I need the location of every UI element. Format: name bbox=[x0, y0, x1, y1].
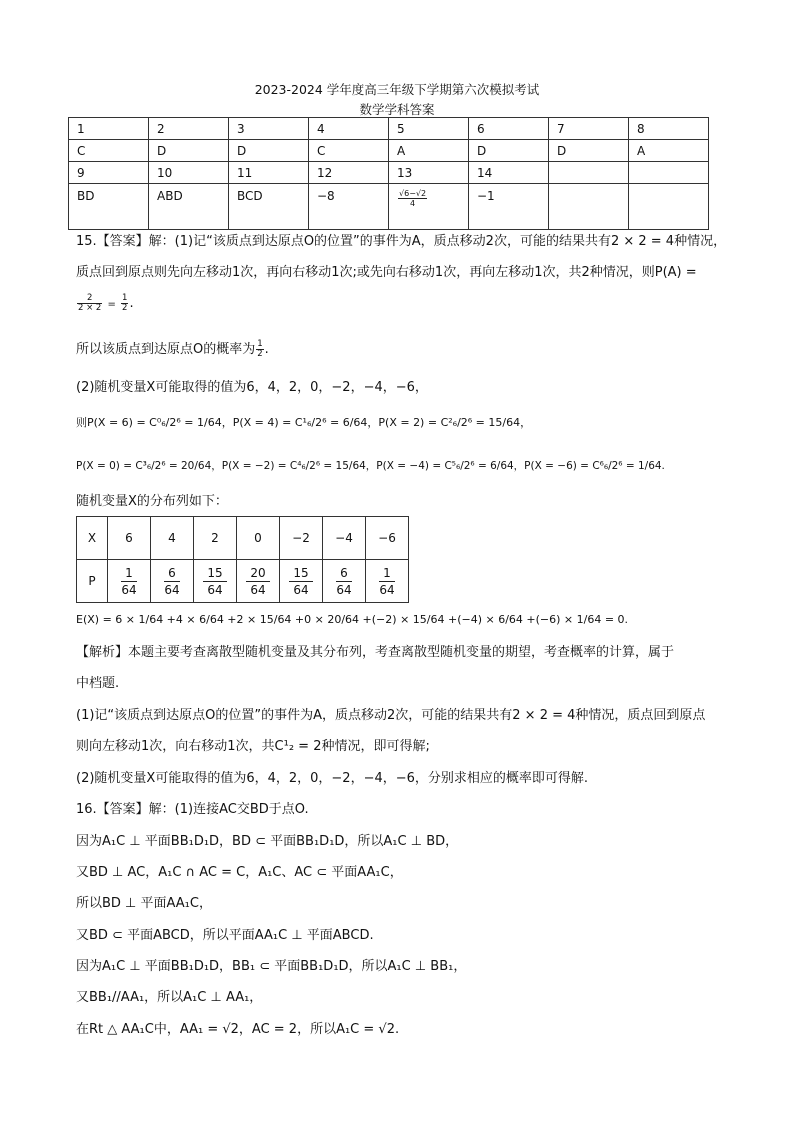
answer-table bbox=[68, 117, 709, 230]
document-title: 2023-2024 学年度高三年级下学期第六次模拟考试 bbox=[254, 82, 540, 97]
table-cell: 12 bbox=[309, 162, 389, 184]
period: . bbox=[129, 296, 134, 311]
fraction-denominator: 2 × 2 bbox=[78, 303, 102, 313]
p-denominator: 64 bbox=[121, 582, 137, 597]
table-cell-q13 bbox=[389, 184, 469, 230]
q15-line-4 bbox=[76, 340, 269, 360]
q16-line-6: 因为A₁C ⊥ 平面BB₁D₁D，BB₁ ⊂ 平面BB₁D₁D，所以A₁C ⊥ BB₁， bbox=[76, 959, 467, 974]
q13-numerator: √6−√2 bbox=[399, 189, 427, 198]
x-label: X bbox=[77, 517, 108, 560]
table-cell: ABD bbox=[149, 184, 229, 230]
fraction-numerator: 1 bbox=[257, 339, 263, 349]
p-denominator: 64 bbox=[379, 582, 395, 597]
table-cell: A bbox=[629, 140, 709, 162]
p-numerator: 1 bbox=[379, 565, 395, 582]
p-numerator: 6 bbox=[164, 565, 180, 582]
fraction-numerator: 1 bbox=[122, 293, 128, 303]
q15-line-8: 随机变量X的分布列如下： bbox=[76, 494, 228, 509]
p-denominator: 64 bbox=[250, 582, 266, 597]
q15-line-3 bbox=[76, 294, 134, 315]
p-numerator: 20 bbox=[246, 565, 269, 582]
table-cell: 14 bbox=[469, 162, 549, 184]
table-cell: D bbox=[549, 140, 629, 162]
p-denominator: 64 bbox=[207, 582, 223, 597]
q16-line-7: 又BB₁//AA₁，所以A₁C ⊥ AA₁， bbox=[76, 990, 263, 1005]
period: . bbox=[264, 342, 269, 357]
table-cell: D bbox=[469, 140, 549, 162]
table-cell: D bbox=[229, 140, 309, 162]
table-cell: 7 bbox=[549, 118, 629, 140]
equals-sign: = bbox=[107, 299, 116, 310]
table-cell: BD bbox=[69, 184, 149, 230]
x-value: 0 bbox=[237, 517, 280, 560]
x-value: 4 bbox=[151, 517, 194, 560]
table-cell bbox=[549, 184, 629, 230]
table-cell: C bbox=[69, 140, 149, 162]
table-cell: 11 bbox=[229, 162, 309, 184]
table-row bbox=[69, 184, 709, 230]
x-value: 6 bbox=[108, 517, 151, 560]
q15-analysis-4: 则向左移动1次，向右移动1次，共C¹₂ = 2种情况，即可得解; bbox=[76, 739, 430, 754]
table-row bbox=[69, 118, 709, 140]
p-denominator: 64 bbox=[336, 582, 352, 597]
q15-line-6: 则P(X = 6) = C⁰₆/2⁶ = 1/64，P(X = 4) = C¹₆/2⁶ = 6/64，P(X = 2) = C²₆/2⁶ = 15/64， bbox=[76, 416, 532, 429]
table-cell: 4 bbox=[309, 118, 389, 140]
table-cell: −1 bbox=[469, 184, 549, 230]
fraction-numerator: 2 bbox=[77, 294, 102, 304]
q15-line-1: 15.【答案】解：(1)记“该质点到达原点O的位置”的事件为A，质点移动2次，可能的结果共有2 × 2 = 4种情况， bbox=[76, 234, 727, 249]
p-denominator: 64 bbox=[293, 582, 309, 597]
distribution-table bbox=[76, 516, 409, 603]
table-row bbox=[69, 140, 709, 162]
fraction-denominator: 2 bbox=[122, 303, 128, 313]
q15-line-7: P(X = 0) = C³₆/2⁶ = 20/64，P(X = −2) = C⁴₆/2⁶ = 15/64，P(X = −4) = C⁵₆/2⁶ = 6/64，P(X = −6) = C⁶₆/2⁶ = 1/64. bbox=[76, 460, 665, 472]
document-subtitle: 数学学科答案 bbox=[359, 102, 435, 117]
p-numerator: 15 bbox=[289, 565, 312, 582]
table-cell: −8 bbox=[309, 184, 389, 230]
q16-line-1: 16.【答案】解：(1)连接AC交BD于点O. bbox=[76, 802, 309, 817]
table-row bbox=[77, 517, 409, 560]
table-cell: 3 bbox=[229, 118, 309, 140]
table-cell bbox=[629, 184, 709, 230]
table-cell: C bbox=[309, 140, 389, 162]
x-value: 2 bbox=[194, 517, 237, 560]
table-cell: 10 bbox=[149, 162, 229, 184]
table-cell: 6 bbox=[469, 118, 549, 140]
table-cell: 13 bbox=[389, 162, 469, 184]
p-numerator: 6 bbox=[336, 565, 352, 582]
q16-line-2: 因为A₁C ⊥ 平面BB₁D₁D，BD ⊂ 平面BB₁D₁D，所以A₁C ⊥ BD， bbox=[76, 834, 459, 849]
x-value: −4 bbox=[323, 517, 366, 560]
table-cell: 9 bbox=[69, 162, 149, 184]
p-numerator: 1 bbox=[121, 565, 137, 582]
q15-line-5: (2)随机变量X可能取得的值为6，4，2，0，−2，−4，−6， bbox=[76, 380, 428, 395]
table-cell: A bbox=[389, 140, 469, 162]
q13-denominator: 4 bbox=[409, 199, 416, 208]
table-cell bbox=[549, 162, 629, 184]
table-cell: 5 bbox=[389, 118, 469, 140]
x-value: −6 bbox=[366, 517, 409, 560]
q15-analysis-2: 中档题. bbox=[76, 676, 120, 691]
table-row bbox=[69, 162, 709, 184]
table-cell bbox=[629, 162, 709, 184]
q16-line-4: 所以BD ⊥ 平面AA₁C， bbox=[76, 896, 212, 911]
q15-analysis-1: 【解析】本题主要考查离散型随机变量及其分布列，考查离散型随机变量的期望，考查概率的计算，属于 bbox=[76, 645, 675, 660]
table-row bbox=[77, 560, 409, 603]
q16-line-5: 又BD ⊂ 平面ABCD，所以平面AA₁C ⊥ 平面ABCD. bbox=[76, 928, 374, 943]
x-value: −2 bbox=[280, 517, 323, 560]
p-denominator: 64 bbox=[164, 582, 180, 597]
q16-line-3: 又BD ⊥ AC，A₁C ∩ AC = C，A₁C、AC ⊂ 平面AA₁C， bbox=[76, 865, 403, 880]
table-cell: BCD bbox=[229, 184, 309, 230]
table-cell: 8 bbox=[629, 118, 709, 140]
p-numerator: 15 bbox=[203, 565, 226, 582]
p-label: P bbox=[77, 560, 108, 603]
q15-analysis-3: (1)记“该质点到达原点O的位置”的事件为A，质点移动2次，可能的结果共有2 × 2 = 4种情况，质点回到原点 bbox=[76, 708, 706, 723]
table-cell: 1 bbox=[69, 118, 149, 140]
q15-expectation: E(X) = 6 × 1/64 +4 × 6/64 +2 × 15/64 +0 × 20/64 +(−2) × 15/64 +(−4) × 6/64 +(−6) × 1/64 = 0. bbox=[76, 613, 629, 626]
q15-analysis-5: (2)随机变量X可能取得的值为6，4，2，0，−2，−4，−6，分别求相应的概率即可得解. bbox=[76, 771, 589, 786]
table-cell: 2 bbox=[149, 118, 229, 140]
fraction-denominator: 2 bbox=[257, 349, 263, 359]
q15-line-2: 质点回到原点则先向左移动1次，再向右移动1次;或先向右移动1次，再向左移动1次，共2种情况，则P(A) = bbox=[76, 265, 697, 280]
q15-line-4-text: 所以该质点到达原点O的概率为 bbox=[76, 342, 256, 357]
q16-line-8: 在Rt △ AA₁C中，AA₁ = √2，AC = 2，所以A₁C = √2. bbox=[76, 1022, 400, 1037]
table-cell: D bbox=[149, 140, 229, 162]
